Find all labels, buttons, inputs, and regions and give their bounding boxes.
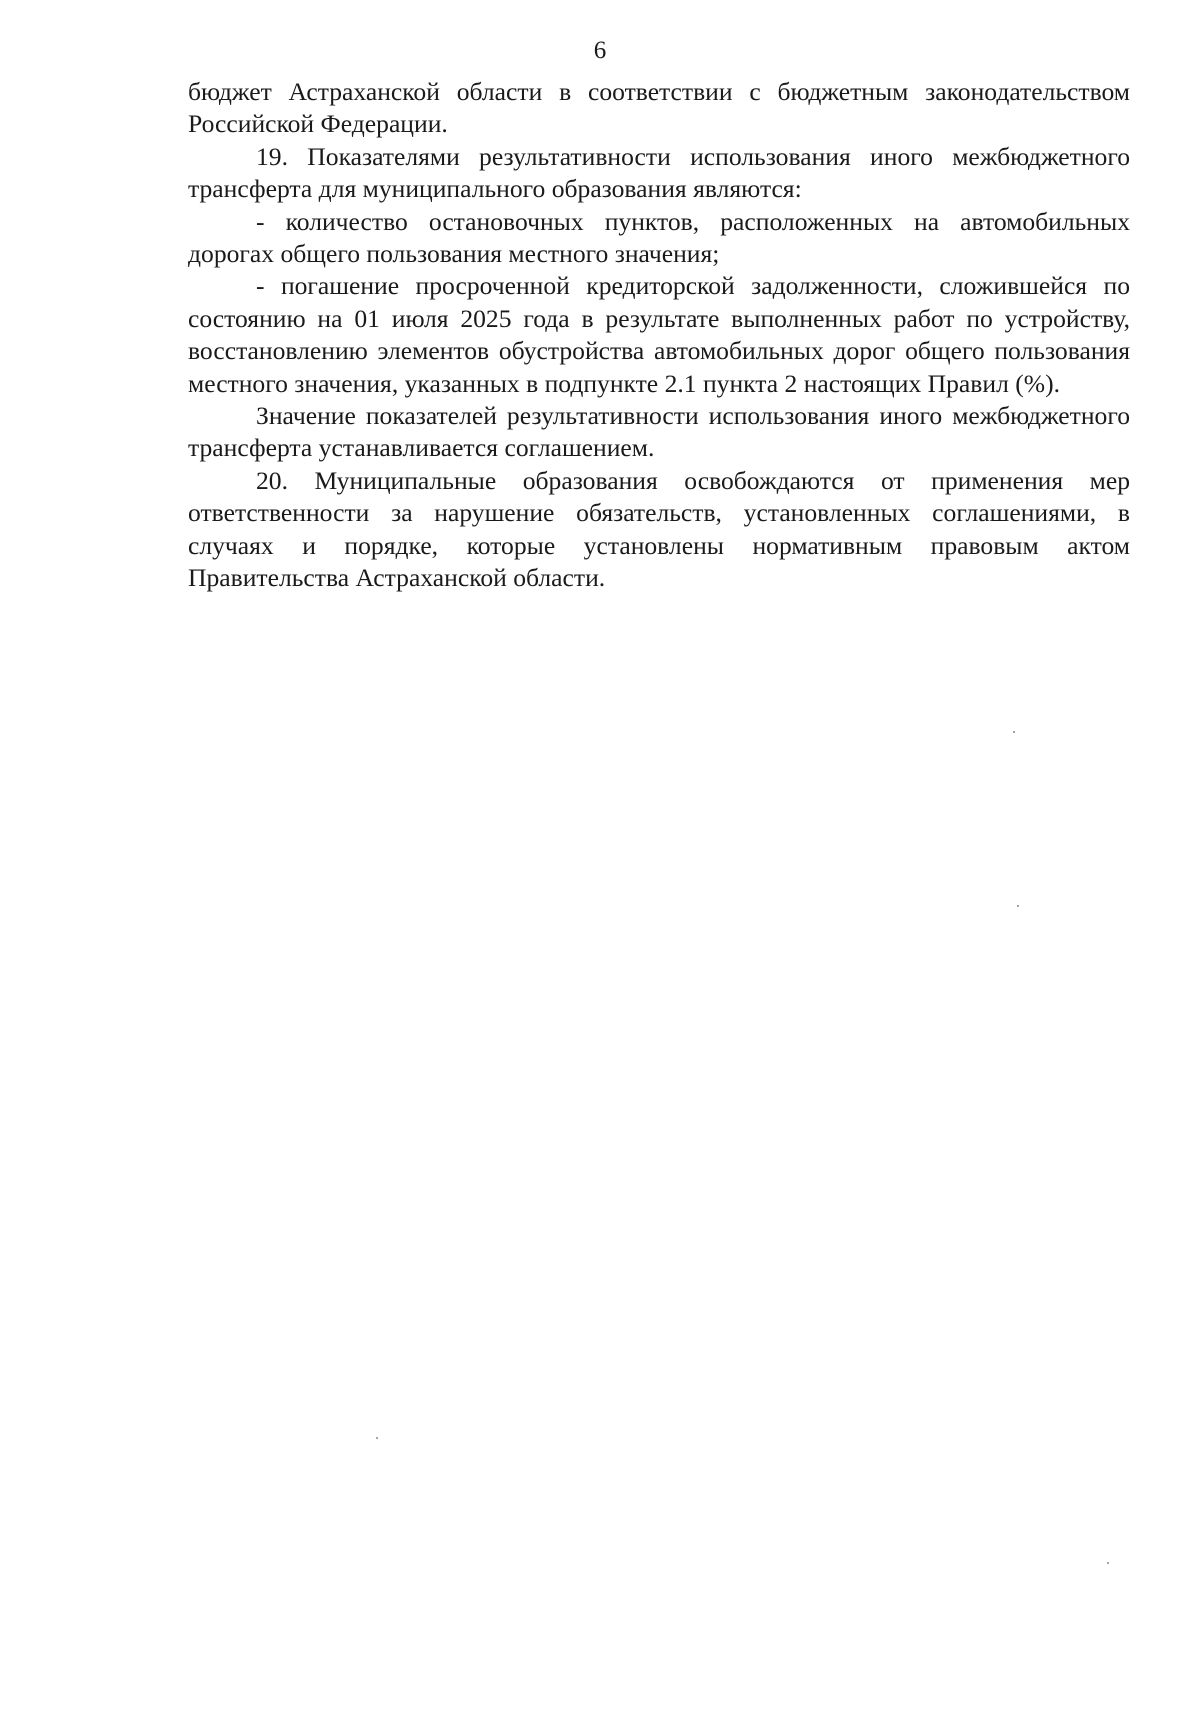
scan-speck — [1017, 905, 1019, 907]
paragraph-budget-continuation: бюджет Астраханской области в соответствии с бюджетным законодательством Российской Федерации. — [188, 77, 1130, 139]
list-item-stop-points: - количество остановочных пунктов, расположенных на автомобильных дорогах общего пользования местного значения; — [188, 206, 1130, 269]
document-body — [188, 76, 1130, 595]
scan-speck — [376, 1437, 378, 1439]
paragraph-clause-20: 20. Муниципальные образования освобождаются от применения мер ответственности за нарушение обязательств, установленных соглашениями, в случаях и порядке, которые установлены нормативным правовым актом Правительства Астраханской области. — [188, 465, 1130, 593]
page-number: 6 — [593, 37, 607, 64]
scan-speck — [1107, 1562, 1109, 1564]
paragraph-indicator-values: Значение показателей результативности использования иного межбюджетного трансферта устанавливается соглашением. — [188, 401, 1130, 463]
scan-speck — [1013, 731, 1015, 733]
list-item-debt-repayment: - погашение просроченной кредиторской задолженности, сложившейся по состоянию на 01 июля 2025 года в результате выполненных работ по устройству, восстановлению элементов обустройства автомобильных дорог общего пользования местного значения, указанных в подпункте 2.1 пункта 2 настоящих Правил (%). — [188, 271, 1130, 398]
paragraph-clause-19: 19. Показателями результативности использования иного межбюджетного трансферта для муниципального образования являются: — [188, 141, 1130, 204]
